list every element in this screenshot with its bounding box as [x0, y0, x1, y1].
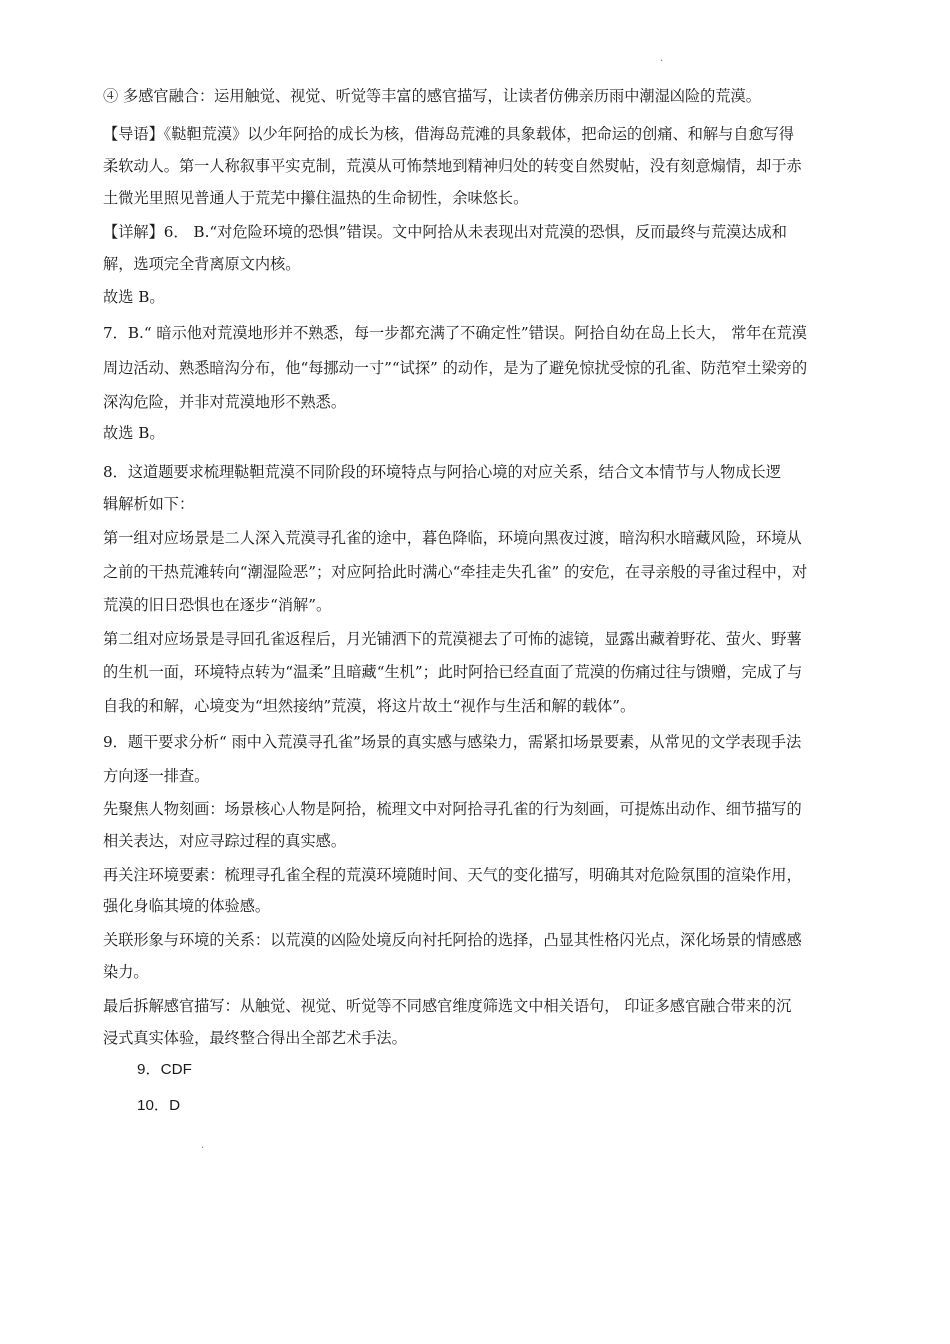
text-line: 9．题干要求分析“ 雨中入荒漠寻孔雀”场景的真实感与感染力，需紧扣场景要素，从常见的文学表现手法 [103, 733, 802, 751]
text-line: 方向逐一排查。 [103, 767, 210, 785]
text-line: ④ 多感官融合：运用触觉、视觉、听觉等丰富的感官描写，让读者仿佛亲历雨中潮湿凶险的荒漠。 [103, 87, 761, 105]
text-line: 深沟危险，并非对荒漠地形不熟悉。 [103, 393, 346, 411]
text-line: 之前的干热荒滩转向“潮湿险恶”；对应阿拾此时满心“牵挂走失孔雀” 的安危，在寻亲般的寻雀过程中，对 [103, 563, 808, 581]
text-line: 【详解】6． B.“对危险环境的恐惧”错误。文中阿拾从未表现出对荒漠的恐惧，反而最终与荒漠达成和 [103, 223, 787, 241]
text-line: 先聚焦人物刻画：场景核心人物是阿拾，梳理文中对阿拾寻孔雀的行为刻画，可提炼出动作、细节描写的 [103, 800, 802, 818]
text-line: 第二组对应场景是寻回孔雀返程后，月光铺洒下的荒漠褪去了可怖的滤镜，显露出藏着野花、萤火、野薯 [103, 630, 802, 648]
text-line: 关联形象与环境的关系：以荒漠的凶险处境反向衬托阿拾的选择，凸显其性格闪光点，深化场景的情感感 [103, 931, 802, 949]
text-line: 强化身临其境的体验感。 [103, 897, 271, 915]
text-line: 7．B.“ 暗示他对荒漠地形并不熟悉，每一步都充满了不确定性”错误。阿拾自幼在岛上长大， 常年在荒漠 [103, 324, 807, 342]
text-line: 第一组对应场景是二人深入荒漠寻孔雀的途中，暮色降临，环境向黑夜过渡，暗沟积水暗藏风险，环境从 [103, 529, 802, 547]
text-line: 解，选项完全背离原文内核。 [103, 255, 301, 273]
text-line: 最后拆解感官描写：从触觉、视觉、听觉等不同感官维度筛选文中相关语句， 印证多感官融合带来的沉 [103, 997, 792, 1015]
text-line: 土微光里照见普通人于荒芜中攥住温热的生命韧性，余味悠长。 [103, 189, 529, 207]
answer-line: 10．D [137, 1097, 181, 1114]
text-line: 柔软动人。第一人称叙事平实克制，荒漠从可怖禁地到精神归处的转变自然熨帖，没有刻意煽情，却于赤 [103, 157, 802, 175]
text-line: 自我的和解，心境变为“坦然接纳”荒漠，将这片故土“视作与生活和解的载体”。 [103, 697, 636, 715]
text-line: 8．这道题要求梳理鞑靼荒漠不同阶段的环境特点与阿拾心境的对应关系，结合文本情节与人物成长逻 [103, 463, 781, 481]
text-line: 荒漠的旧日恐惧也在逐步“消解”。 [103, 596, 332, 614]
text-line: 相关表达，对应寻踪过程的真实感。 [103, 832, 346, 850]
page-top-mark: . [660, 53, 664, 64]
page-bottom-mark: · [201, 1143, 205, 1154]
text-line: 染力。 [103, 963, 149, 981]
text-line: 的生机一面，环境特点转为“温柔”且暗藏“生机”；此时阿拾已经直面了荒漠的伤痛过往与馈赠，完成了与 [103, 663, 803, 681]
answer-line: 9．CDF [137, 1061, 192, 1078]
text-line: 【导语】《鞑靼荒漠》以少年阿拾的成长为核，借海岛荒滩的具象载体，把命运的创痛、和解与自愈写得 [103, 125, 795, 143]
text-line: 周边活动、熟悉暗沟分布，他“每挪动一寸”“试探” 的动作，是为了避免惊扰受惊的孔雀、防范窄土梁旁的 [103, 359, 808, 377]
text-line: 浸式真实体验，最终整合得出全部艺术手法。 [103, 1029, 407, 1047]
text-line: 故选 B。 [103, 288, 165, 306]
text-line: 故选 B。 [103, 424, 165, 442]
text-line: 再关注环境要素：梳理寻孔雀全程的荒漠环境随时间、天气的变化描写，明确其对危险氛围的渲染作用， [103, 866, 802, 884]
text-line: 辑解析如下： [103, 495, 195, 513]
